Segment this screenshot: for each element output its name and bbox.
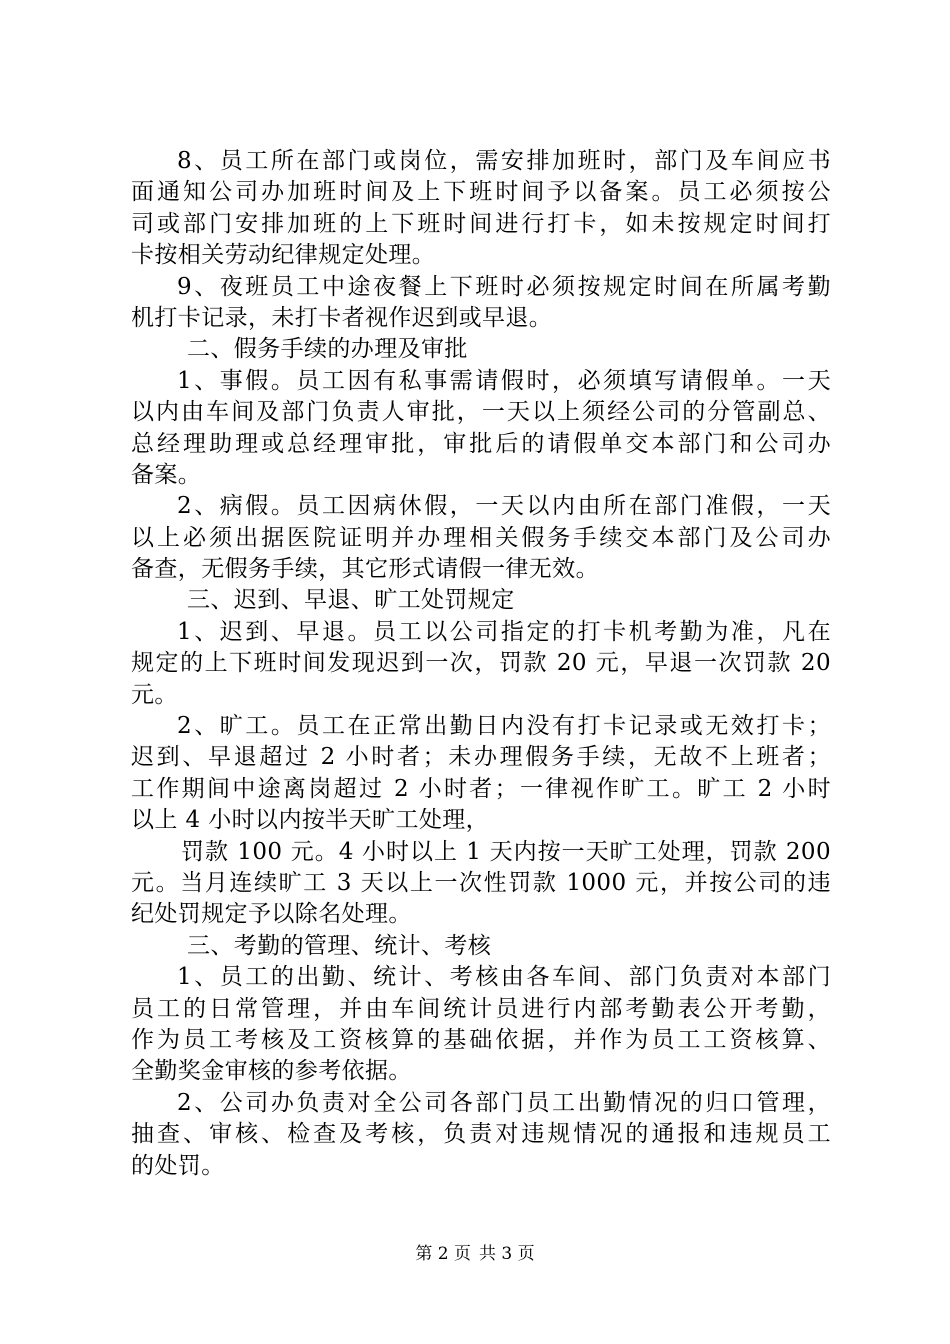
text-line: 的处罚。 — [131, 1152, 225, 1179]
text-line: 1、迟到、早退。员工以公司指定的打卡机考勤为准，凡在 — [177, 618, 831, 645]
text-line: 备查，无假务手续，其它形式请假一律无效。 — [131, 556, 599, 583]
text-line: 面通知公司办加班时间及上下班时间予以备案。员工必须按公 — [131, 179, 831, 206]
text-line: 纪处罚规定予以除名处理。 — [131, 901, 412, 928]
text-line: 二、假务手续的办理及审批 — [187, 336, 468, 363]
text-line: 以内由车间及部门负责人审批，一天以上须经公司的分管副总、 — [131, 399, 831, 426]
text-line: 元。 — [131, 681, 178, 708]
document-body — [131, 146, 831, 1182]
text-line: 卡按相关劳动纪律规定处理。 — [131, 242, 436, 269]
text-line: 三、考勤的管理、统计、考核 — [187, 932, 492, 959]
text-line: 员工的日常管理，并由车间统计员进行内部考勤表公开考勤， — [131, 995, 831, 1022]
text-line: 备案。 — [131, 461, 202, 488]
text-line: 2、旷工。员工在正常出勤日内没有打卡记录或无效打卡； — [177, 713, 831, 740]
text-line: 元。当月连续旷工 3 天以上一次性罚款 1000 元，并按公司的违 — [131, 869, 831, 896]
text-line: 1、员工的出勤、统计、考核由各车间、部门负责对本部门 — [177, 964, 831, 991]
page-number: 第 2 页 — [415, 1244, 471, 1264]
text-line: 以上必须出据医院证明并办理相关假务手续交本部门及公司办 — [131, 524, 831, 551]
text-line: 2、公司办负责对全公司各部门员工出勤情况的归口管理， — [177, 1089, 831, 1116]
text-line: 机打卡记录，未打卡者视作迟到或早退。 — [131, 304, 553, 331]
text-line: 9、夜班员工中途夜餐上下班时必须按规定时间在所属考勤 — [177, 273, 831, 300]
text-line: 迟到、早退超过 2 小时者；未办理假务手续，无故不上班者； — [131, 744, 831, 771]
page-total: 共 3 页 — [479, 1244, 535, 1264]
text-line: 三、迟到、早退、旷工处罚规定 — [187, 587, 515, 614]
text-line: 总经理助理或总经理审批，审批后的请假单交本部门和公司办 — [131, 430, 831, 457]
text-line: 2、病假。员工因病休假，一天以内由所在部门准假，一天 — [177, 493, 831, 520]
text-line: 以上 4 小时以内按半天旷工处理， — [131, 807, 490, 834]
text-line: 司或部门安排加班的上下班时间进行打卡，如未按规定时间打 — [131, 210, 831, 237]
page-footer — [0, 1242, 950, 1266]
text-line: 8、员工所在部门或岗位，需安排加班时，部门及车间应书 — [177, 148, 831, 174]
text-line: 抽查、审核、检查及考核，负责对违规情况的通报和违规员工 — [131, 1121, 831, 1148]
text-line: 1、事假。员工因有私事需请假时，必须填写请假单。一天 — [177, 367, 831, 394]
text-line: 全勤奖金审核的参考依据。 — [131, 1058, 412, 1085]
text-line: 罚款 100 元。4 小时以上 1 天内按一天旷工处理，罚款 200 — [181, 838, 831, 865]
text-line: 工作期间中途离岗超过 2 小时者；一律视作旷工。旷工 2 小时 — [131, 775, 831, 802]
text-line: 规定的上下班时间发现迟到一次，罚款 20 元，早退一次罚款 20 — [131, 650, 831, 677]
text-line: 作为员工考核及工资核算的基础依据，并作为员工工资核算、 — [131, 1026, 831, 1053]
